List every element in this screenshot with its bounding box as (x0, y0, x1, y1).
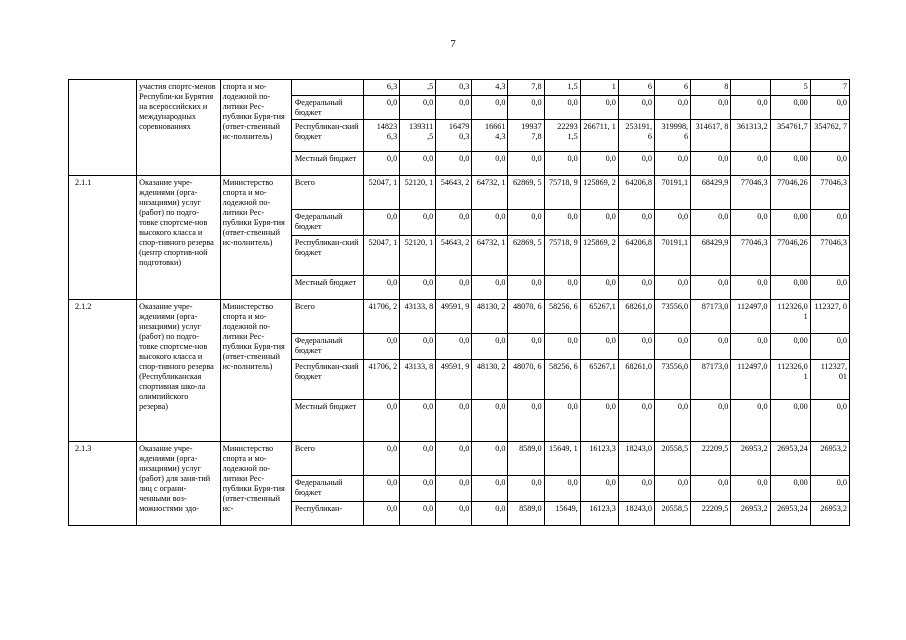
value-cell: 0,0 (364, 476, 400, 502)
value-cell: 0,00 (770, 400, 810, 442)
value-cell: 52047, 1 (364, 236, 400, 276)
value-cell: 0,0 (508, 276, 544, 300)
funding-source-cell (291, 80, 363, 96)
value-cell: 0,0 (508, 152, 544, 176)
value-cell: 0,0 (472, 334, 508, 360)
value-cell: 22209,5 (691, 502, 731, 526)
value-cell: 48130, 2 (472, 300, 508, 334)
value-cell: 77046,26 (770, 236, 810, 276)
value-cell: 0,0 (544, 210, 580, 236)
value-cell: 22293 1,5 (544, 120, 580, 152)
value-cell: 0,0 (654, 476, 690, 502)
executor-cell: Министерство спорта и мо-лодежной по-литики Рес-публики Буря-тия (ответ-ственный ис-полнитель) (220, 176, 291, 300)
value-cell: 0,0 (472, 96, 508, 120)
value-cell: 48130, 2 (472, 360, 508, 400)
value-cell: 112326,0 1 (770, 360, 810, 400)
value-cell: 0,0 (654, 152, 690, 176)
value-cell: 0,0 (436, 276, 472, 300)
value-cell: 0,0 (544, 334, 580, 360)
value-cell: 4,3 (472, 80, 508, 96)
value-cell: 0,0 (544, 476, 580, 502)
value-cell: 7,8 (508, 80, 544, 96)
value-cell: 70191,1 (654, 176, 690, 210)
value-cell: 22209,5 (691, 442, 731, 476)
value-cell: 0,0 (508, 476, 544, 502)
value-cell: 0,0 (472, 276, 508, 300)
value-cell: 19937 7,8 (508, 120, 544, 152)
value-cell: 70191,1 (654, 236, 690, 276)
value-cell: 77046,3 (810, 236, 849, 276)
value-cell: 65267,1 (580, 360, 618, 400)
value-cell: 15649, (544, 502, 580, 526)
value-cell: 0,0 (731, 152, 770, 176)
budget-table (68, 79, 850, 526)
value-cell: 0,0 (810, 476, 849, 502)
value-cell: 0,0 (400, 210, 436, 236)
value-cell: 20558,5 (654, 442, 690, 476)
budget-table-body (69, 80, 850, 526)
value-cell: 0,0 (810, 96, 849, 120)
value-cell: 354761,7 (770, 120, 810, 152)
value-cell: 0,0 (691, 400, 731, 442)
value-cell: 18243,0 (618, 442, 654, 476)
value-cell: 354762, 7 (810, 120, 849, 152)
value-cell: 0,0 (580, 476, 618, 502)
funding-source-cell: Республикан-ский бюджет (291, 236, 363, 276)
value-cell: 0,0 (400, 152, 436, 176)
value-cell: 73556,0 (654, 300, 690, 334)
value-cell: 0,00 (770, 334, 810, 360)
value-cell: ,5 (400, 80, 436, 96)
value-cell: 54643, 2 (436, 176, 472, 210)
code-cell: 2.1.1 (69, 176, 137, 300)
value-cell: 18243,0 (618, 502, 654, 526)
value-cell: 64732, 1 (472, 176, 508, 210)
funding-source-cell: Республикан- (291, 502, 363, 526)
value-cell: 52120, 1 (400, 236, 436, 276)
funding-source-cell: Федеральный бюджет (291, 476, 363, 502)
value-cell: 16123,3 (580, 442, 618, 476)
value-cell: 0,0 (472, 442, 508, 476)
table-row (69, 300, 850, 334)
value-cell: 0,0 (654, 210, 690, 236)
name-cell: Оказание учре-ждениями (орга-низациями) услуг (работ) для заня-тий лиц с ограни-ченными воз-можностями здо- (137, 442, 221, 526)
value-cell: 49591, 9 (436, 360, 472, 400)
value-cell: 0,0 (731, 96, 770, 120)
value-cell: 43133, 8 (400, 300, 436, 334)
value-cell: 0,0 (472, 476, 508, 502)
value-cell: 112327, 0 (810, 300, 849, 334)
value-cell: 0,0 (364, 276, 400, 300)
value-cell: 0,0 (472, 210, 508, 236)
value-cell: 62869, 5 (508, 176, 544, 210)
value-cell: 0,0 (508, 210, 544, 236)
value-cell: 0,0 (364, 442, 400, 476)
value-cell: 0,0 (731, 476, 770, 502)
value-cell: 20558,5 (654, 502, 690, 526)
value-cell: 0,0 (400, 502, 436, 526)
value-cell: 16661 4,3 (472, 120, 508, 152)
value-cell: 0,0 (436, 96, 472, 120)
value-cell: 26953,2 (810, 502, 849, 526)
value-cell: 0,0 (544, 400, 580, 442)
value-cell: 125869, 2 (580, 176, 618, 210)
value-cell: 14823 6,3 (364, 120, 400, 152)
value-cell: 0,0 (618, 276, 654, 300)
value-cell: 68261,0 (618, 360, 654, 400)
value-cell: 0,0 (364, 502, 400, 526)
table-row (69, 442, 850, 476)
value-cell: 0,0 (654, 96, 690, 120)
value-cell: 62869, 5 (508, 236, 544, 276)
value-cell: 139311 ,5 (400, 120, 436, 152)
value-cell: 64732, 1 (472, 236, 508, 276)
value-cell: 0,0 (364, 210, 400, 236)
name-cell: Оказание учре-ждениями (орга-низациями) услуг (работ) по подго-товке спортсме-нов высокого класса и спор-тивного резерва (центр спортив-ной подготовки) (137, 176, 221, 300)
value-cell: 52120, 1 (400, 176, 436, 210)
funding-source-cell: Республикан-ский бюджет (291, 360, 363, 400)
value-cell: 0,00 (770, 276, 810, 300)
value-cell: 26953,24 (770, 442, 810, 476)
value-cell: 58256, 6 (544, 300, 580, 334)
value-cell: 0,0 (810, 210, 849, 236)
value-cell: 7 (810, 80, 849, 96)
value-cell: 112326,0 1 (770, 300, 810, 334)
executor-cell: спорта и мо-лодежной по-литики Рес-публики Буря-тия (ответ-ственный ис-полнитель) (220, 80, 291, 176)
value-cell: 26953,2 (810, 442, 849, 476)
funding-source-cell: Федеральный бюджет (291, 334, 363, 360)
value-cell: 0,0 (472, 400, 508, 442)
value-cell: 58256, 6 (544, 360, 580, 400)
value-cell: 1,5 (544, 80, 580, 96)
value-cell: 0,0 (400, 476, 436, 502)
value-cell: 0,0 (580, 152, 618, 176)
value-cell: 26953,2 (731, 502, 770, 526)
value-cell: 0,0 (544, 152, 580, 176)
name-cell: Оказание учре-ждениями (орга-низациями) услуг (работ) по подго-товке спортсме-нов высокого класса и спор-тивного резерва (Республиканская спортивная шко-ла олимпийского резерва) (137, 300, 221, 442)
value-cell: 0,0 (436, 502, 472, 526)
value-cell: 266711, 1 (580, 120, 618, 152)
table-row (69, 176, 850, 210)
value-cell: 0,0 (654, 276, 690, 300)
value-cell: 0,0 (691, 152, 731, 176)
funding-source-cell: Всего (291, 442, 363, 476)
value-cell: 0,0 (364, 152, 400, 176)
value-cell: 75718, 9 (544, 176, 580, 210)
name-cell: участия спортс-менов Республи-ки Бурятия на всероссийских и международных соревнованиях (137, 80, 221, 176)
value-cell: 49591, 9 (436, 300, 472, 334)
value-cell: 0,0 (436, 334, 472, 360)
value-cell: 0,0 (400, 442, 436, 476)
value-cell: 0,0 (618, 400, 654, 442)
value-cell: 0,0 (810, 152, 849, 176)
value-cell: 0,0 (580, 400, 618, 442)
value-cell: 0,0 (691, 276, 731, 300)
funding-source-cell: Федеральный бюджет (291, 96, 363, 120)
value-cell: 0,0 (731, 400, 770, 442)
value-cell (731, 80, 770, 96)
funding-source-cell: Местный бюджет (291, 276, 363, 300)
value-cell: 0,00 (770, 152, 810, 176)
value-cell: 0,0 (691, 334, 731, 360)
value-cell: 319998, 6 (654, 120, 690, 152)
value-cell: 64206,8 (618, 236, 654, 276)
value-cell: 0,0 (436, 442, 472, 476)
value-cell: 68429,9 (691, 236, 731, 276)
value-cell: 0,0 (580, 96, 618, 120)
value-cell: 0,0 (691, 210, 731, 236)
value-cell: 16123,3 (580, 502, 618, 526)
value-cell: 6 (618, 80, 654, 96)
funding-source-cell: Федеральный бюджет (291, 210, 363, 236)
value-cell: 0,0 (618, 96, 654, 120)
value-cell: 0,00 (770, 476, 810, 502)
value-cell: 0,0 (400, 334, 436, 360)
value-cell: 0,0 (810, 276, 849, 300)
value-cell: 68429,9 (691, 176, 731, 210)
value-cell: 0,0 (508, 96, 544, 120)
code-cell: 2.1.3 (69, 442, 137, 526)
executor-cell: Министерство спорта и мо-лодежной по-литики Рес-публики Буря-тия (ответ-ственный ис-полнитель) (220, 300, 291, 442)
value-cell: 65267,1 (580, 300, 618, 334)
value-cell: 0,0 (654, 400, 690, 442)
value-cell: 112497,0 (731, 360, 770, 400)
value-cell: 112497,0 (731, 300, 770, 334)
value-cell: 0,0 (618, 334, 654, 360)
value-cell: 0,0 (580, 210, 618, 236)
value-cell: 0,0 (508, 334, 544, 360)
value-cell: 0,00 (770, 96, 810, 120)
funding-source-cell: Местный бюджет (291, 400, 363, 442)
value-cell: 0,0 (364, 96, 400, 120)
value-cell: 0,0 (580, 334, 618, 360)
value-cell: 77046,3 (810, 176, 849, 210)
value-cell: 48070, 6 (508, 360, 544, 400)
value-cell: 0,0 (654, 334, 690, 360)
value-cell: 0,0 (400, 276, 436, 300)
value-cell: 0,0 (436, 210, 472, 236)
code-cell (69, 80, 137, 176)
value-cell: 26953,24 (770, 502, 810, 526)
value-cell: 77046,26 (770, 176, 810, 210)
value-cell: 0,0 (731, 334, 770, 360)
value-cell: 0,0 (618, 476, 654, 502)
value-cell: 87173,0 (691, 300, 731, 334)
value-cell: 0,0 (691, 96, 731, 120)
value-cell: 87173,0 (691, 360, 731, 400)
value-cell: 64206,8 (618, 176, 654, 210)
value-cell: 6,3 (364, 80, 400, 96)
value-cell: 52047, 1 (364, 176, 400, 210)
value-cell: 1 (580, 80, 618, 96)
value-cell: 0,0 (618, 210, 654, 236)
value-cell: 0,0 (731, 276, 770, 300)
value-cell: 73556,0 (654, 360, 690, 400)
value-cell: 0,0 (580, 276, 618, 300)
value-cell: 0,00 (770, 210, 810, 236)
value-cell: 5 (770, 80, 810, 96)
funding-source-cell: Республикан-ский бюджет (291, 120, 363, 152)
value-cell: 0,0 (472, 502, 508, 526)
value-cell: 0,0 (436, 152, 472, 176)
value-cell: 15649, 1 (544, 442, 580, 476)
value-cell: 0,0 (731, 210, 770, 236)
value-cell: 0,0 (544, 96, 580, 120)
value-cell: 0,0 (508, 400, 544, 442)
value-cell: 0,0 (691, 476, 731, 502)
value-cell: 0,0 (810, 334, 849, 360)
value-cell: 77046,3 (731, 236, 770, 276)
table-row (69, 80, 850, 96)
value-cell: 0,3 (436, 80, 472, 96)
page-number: 7 (450, 38, 456, 50)
value-cell: 0,0 (364, 334, 400, 360)
value-cell: 112327, 01 (810, 360, 849, 400)
executor-cell: Министерство спорта и мо-лодежной по-литики Рес-публики Буря-тия (ответ-ственный ис- (220, 442, 291, 526)
value-cell: 361313,2 (731, 120, 770, 152)
value-cell: 253191, 6 (618, 120, 654, 152)
value-cell: 26953,2 (731, 442, 770, 476)
funding-source-cell: Местный бюджет (291, 152, 363, 176)
value-cell: 6 (654, 80, 690, 96)
value-cell: 125869, 2 (580, 236, 618, 276)
value-cell: 0,0 (810, 400, 849, 442)
value-cell: 0,0 (400, 400, 436, 442)
value-cell: 41706, 2 (364, 300, 400, 334)
value-cell: 0,0 (436, 476, 472, 502)
value-cell: 314617, 8 (691, 120, 731, 152)
funding-source-cell: Всего (291, 300, 363, 334)
value-cell: 0,0 (400, 96, 436, 120)
value-cell: 41706, 2 (364, 360, 400, 400)
funding-source-cell: Всего (291, 176, 363, 210)
value-cell: 0,0 (618, 152, 654, 176)
value-cell: 0,0 (544, 276, 580, 300)
value-cell: 8589,0 (508, 442, 544, 476)
value-cell: 68261,0 (618, 300, 654, 334)
value-cell: 8589,0 (508, 502, 544, 526)
value-cell: 75718, 9 (544, 236, 580, 276)
value-cell: 16479 0,3 (436, 120, 472, 152)
value-cell: 0,0 (436, 400, 472, 442)
value-cell: 48070, 6 (508, 300, 544, 334)
value-cell: 0,0 (364, 400, 400, 442)
value-cell: 43133, 8 (400, 360, 436, 400)
value-cell: 77046,3 (731, 176, 770, 210)
code-cell: 2.1.2 (69, 300, 137, 442)
value-cell: 8 (691, 80, 731, 96)
value-cell: 0,0 (472, 152, 508, 176)
value-cell: 54643, 2 (436, 236, 472, 276)
